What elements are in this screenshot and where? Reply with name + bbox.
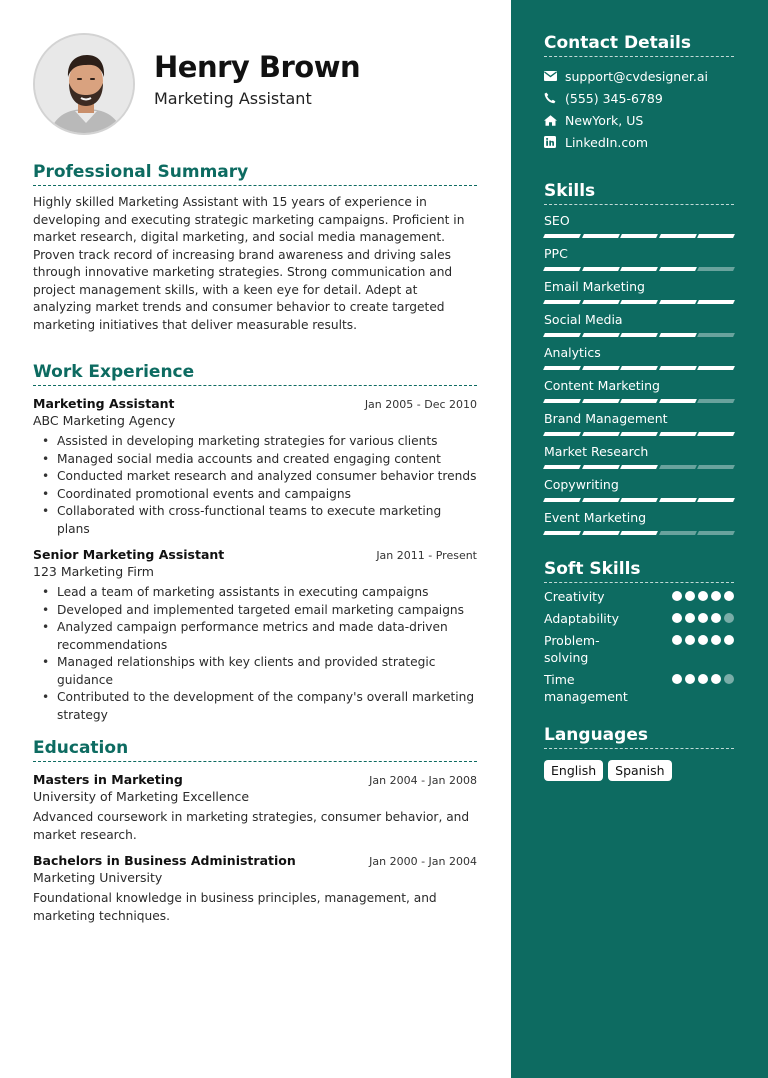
soft-skill-rating [672,671,734,684]
job-dates: Jan 2011 - Present [376,549,477,562]
soft-skill-rating [672,632,734,645]
education-dates: Jan 2004 - Jan 2008 [369,774,477,787]
skill-level-segment [659,267,696,271]
avatar [33,33,135,135]
skill-level-bar [544,267,734,271]
skill-item [544,444,734,469]
contact-linkedin-text: LinkedIn.com [565,134,649,150]
education-section [33,738,477,925]
rating-dot [724,635,734,645]
skill-level-segment [659,333,696,337]
section-heading: Work Experience [33,362,477,386]
skill-level-segment [543,300,580,304]
summary-section [33,162,477,334]
skill-level-bar [544,432,734,436]
rating-dot [698,635,708,645]
soft-skill-item [544,610,734,627]
skill-level-bar [544,399,734,403]
soft-skill-name: Time management [544,672,628,704]
skill-name: PPC [544,246,568,261]
skill-name: Brand Management [544,411,668,426]
rating-dot [711,591,721,601]
soft-skill-rating [672,610,734,623]
languages-list [544,760,734,781]
skill-level-segment [582,399,619,403]
skill-level-segment [697,531,734,535]
candidate-title: Marketing Assistant [154,89,312,108]
skill-level-bar [544,366,734,370]
job-dates: Jan 2005 - Dec 2010 [364,398,477,411]
skill-level-segment [620,531,657,535]
skill-level-segment [543,531,580,535]
contact-section [544,33,734,153]
skill-level-segment [659,366,696,370]
skill-name: Analytics [544,345,601,360]
envelope-icon [544,71,565,81]
skill-item [544,312,734,337]
rating-dot [698,591,708,601]
skill-level-segment [697,366,734,370]
list-item: • Assisted in developing marketing strategies for various clients [33,433,477,451]
skill-level-segment [620,498,657,502]
education-entry [33,772,477,844]
skill-level-segment [659,498,696,502]
job-title: Marketing Assistant [33,396,175,411]
skill-name: Content Marketing [544,378,660,393]
section-heading: Contact Details [544,33,734,57]
skill-level-segment [697,234,734,238]
rating-dot [724,591,734,601]
skill-level-bar [544,333,734,337]
phone-icon [544,92,565,104]
skills-section [544,181,734,535]
summary-text: Highly skilled Marketing Assistant with 15 years of experience in developing and executing strategic marketing campaigns. Proficient in market research, digital marketing, and social media management. Proven track record of increasing brand awareness and driving sales through innovative marketing strategies. Strong communication and project management skills, with a keen eye for detail. Adept at analyzing market trends and consumer behavior to create targeted marketing initiatives that deliver measurable results. [33,195,465,332]
skill-level-segment [582,300,619,304]
section-heading: Education [33,738,477,762]
language-chip: Spanish [608,760,671,781]
skill-level-bar [544,465,734,469]
contact-email-text: support@cvdesigner.ai [565,68,709,84]
skill-level-segment [582,267,619,271]
skill-level-segment [659,432,696,436]
skill-level-segment [697,399,734,403]
skill-level-segment [543,366,580,370]
list-item: • Collaborated with cross-functional teams to execute marketing plans [33,503,477,538]
skill-item [544,411,734,436]
skill-level-segment [659,465,696,469]
skill-name: Copywriting [544,477,619,492]
skill-item [544,510,734,535]
contact-phone[interactable] [544,87,734,109]
list-item: • Managed social media accounts and created engaging content [33,451,477,469]
list-item: • Lead a team of marketing assistants in executing campaigns [33,584,477,602]
job-title: Senior Marketing Assistant [33,547,225,562]
rating-dot [672,613,682,623]
skill-name: Event Marketing [544,510,647,525]
skill-level-segment [659,531,696,535]
skill-level-segment [659,300,696,304]
contact-linkedin[interactable] [544,131,734,153]
soft-skills-section [544,559,734,705]
rating-dot [724,674,734,684]
soft-skill-rating [672,588,734,601]
skill-level-segment [659,234,696,238]
skill-level-segment [582,366,619,370]
skill-level-segment [659,399,696,403]
candidate-name: Henry Brown [154,50,361,84]
school-name: Marketing University [33,870,163,885]
rating-dot [711,674,721,684]
soft-skill-name: Creativity [544,589,605,604]
education-description: Foundational knowledge in business principles, management, and marketing techniques. [33,891,437,923]
skill-level-segment [543,333,580,337]
skill-name: Social Media [544,312,623,327]
skill-level-segment [620,366,657,370]
soft-skill-name: Adaptability [544,611,620,626]
skill-item [544,213,734,238]
soft-skills-list [544,588,734,705]
skill-item [544,279,734,304]
skill-level-segment [620,465,657,469]
skill-level-segment [543,234,580,238]
rating-dot [672,591,682,601]
skill-level-segment [543,267,580,271]
contact-location [544,109,734,131]
skill-level-segment [620,399,657,403]
rating-dot [698,674,708,684]
contact-location-text: NewYork, US [565,112,644,128]
rating-dot [672,674,682,684]
skill-level-segment [582,432,619,436]
skill-level-segment [620,300,657,304]
section-heading: Languages [544,725,734,749]
home-icon [544,115,565,126]
list-item: • Contributed to the development of the company's overall marketing strategy [33,689,477,724]
skill-level-segment [543,432,580,436]
skill-item [544,378,734,403]
skill-level-segment [697,300,734,304]
languages-section [544,725,734,781]
skill-level-segment [697,432,734,436]
section-heading: Skills [544,181,734,205]
skill-name: SEO [544,213,570,228]
list-item: • Managed relationships with key clients and provided strategic guidance [33,654,477,689]
rating-dot [685,674,695,684]
skill-level-segment [582,333,619,337]
skill-level-segment [582,531,619,535]
skill-level-segment [543,498,580,502]
skill-level-segment [697,498,734,502]
skill-name: Market Research [544,444,649,459]
skill-level-segment [620,234,657,238]
soft-skill-item [544,632,734,666]
skill-name: Email Marketing [544,279,645,294]
section-heading: Soft Skills [544,559,734,583]
rating-dot [685,591,695,601]
rating-dot [672,635,682,645]
rating-dot [711,635,721,645]
list-item: • Analyzed campaign performance metrics and made data-driven recommendations [33,619,477,654]
skill-level-segment [582,234,619,238]
skill-level-segment [697,333,734,337]
school-name: University of Marketing Excellence [33,789,250,804]
education-description: Advanced coursework in marketing strategies, consumer behavior, and market research. [33,810,470,842]
degree-title: Bachelors in Business Administration [33,853,296,868]
skill-level-segment [697,465,734,469]
skill-level-bar [544,300,734,304]
skill-level-segment [620,432,657,436]
list-item: • Coordinated promotional events and campaigns [33,486,477,504]
skill-item [544,477,734,502]
skills-list [544,213,734,535]
portrait-photo [35,35,135,135]
skill-item [544,345,734,370]
linkedin-icon [544,136,565,148]
rating-dot [685,613,695,623]
section-heading: Professional Summary [33,162,477,186]
job-company: 123 Marketing Firm [33,564,154,579]
language-chip: English [544,760,603,781]
skill-item [544,246,734,271]
contact-email[interactable] [544,65,734,87]
education-entry [33,853,477,925]
skill-level-bar [544,531,734,535]
degree-title: Masters in Marketing [33,772,183,787]
rating-dot [724,613,734,623]
education-dates: Jan 2000 - Jan 2004 [369,855,477,868]
skill-level-segment [582,465,619,469]
skill-level-segment [543,399,580,403]
experience-section [33,362,477,724]
sidebar [511,0,768,1078]
rating-dot [711,613,721,623]
soft-skill-name: Problem-solving [544,633,600,665]
skill-level-segment [697,267,734,271]
skill-level-segment [543,465,580,469]
skill-level-segment [620,333,657,337]
skill-level-bar [544,498,734,502]
soft-skill-item [544,588,734,605]
list-item: • Conducted market research and analyzed consumer behavior trends [33,468,477,486]
skill-level-bar [544,234,734,238]
soft-skill-item [544,671,734,705]
rating-dot [698,613,708,623]
job-entry [33,396,477,538]
job-company: ABC Marketing Agency [33,413,176,428]
contact-phone-text: (555) 345-6789 [565,90,663,106]
list-item: • Developed and implemented targeted email marketing campaigns [33,602,477,620]
rating-dot [685,635,695,645]
skill-level-segment [620,267,657,271]
skill-level-segment [582,498,619,502]
job-entry [33,547,477,724]
